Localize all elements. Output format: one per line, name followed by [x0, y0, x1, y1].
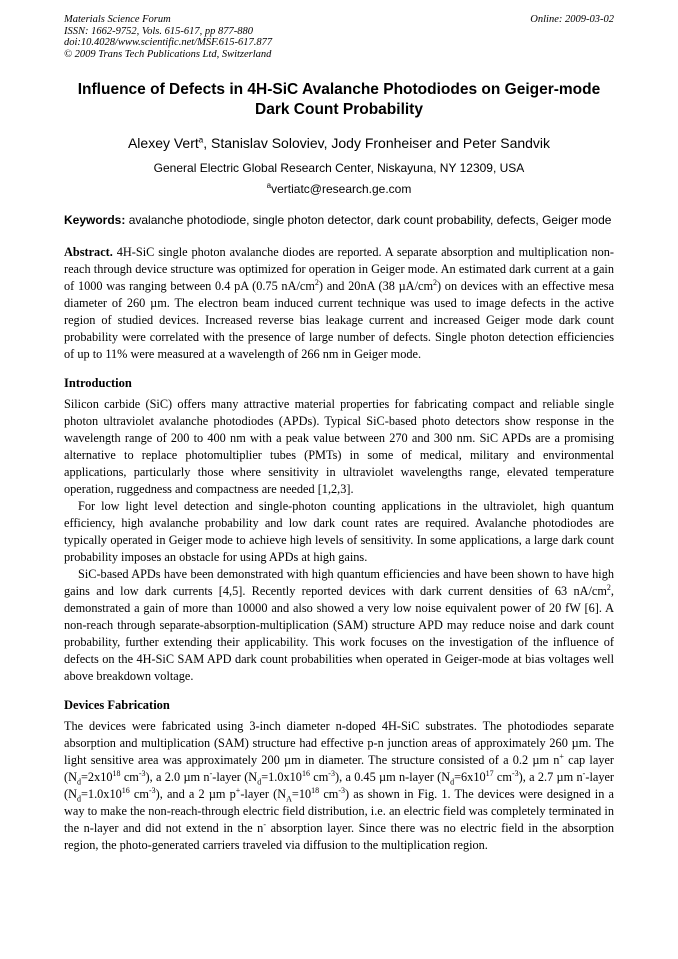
copyright-line: © 2009 Trans Tech Publications Ltd, Switzerland — [64, 48, 272, 60]
devices-text: ), a 0.45 µm n-layer (N — [334, 769, 451, 784]
paper-title: Influence of Defects in 4H-SiC Avalanche Photodiodes on Geiger-mode Dark Count Probability — [77, 81, 601, 118]
abstract — [64, 244, 614, 363]
superscript: -3 — [148, 785, 156, 795]
email-footnote-mark: a — [266, 181, 272, 190]
introduction-heading: Introduction — [64, 375, 132, 390]
superscript: 2 — [314, 277, 319, 287]
intro-text: SiC-based APDs have been demonstrated with high quantum efficiencies and have been shown to have high gains and low dark currents [4,5]. Recently reported devices with dark current densities of 63 nA/cm — [64, 566, 614, 598]
devices-heading: Devices Fabrication — [64, 697, 170, 712]
superscript: 2 — [606, 582, 611, 592]
devices-text: ), a 2.7 µm n — [518, 769, 583, 784]
devices-text: cm — [129, 786, 149, 801]
affiliation: General Electric Global Research Center, Niskayuna, NY 12309, USA — [153, 161, 525, 175]
abstract-text: 4H-SiC single photon avalanche diodes are reported. A separate absorption and multiplication non-reach through device structure was optimized for operation in Geiger mode. An estimated dark current at a gain of 1000 was ranging between 0.4 pA (0.75 nA/cm — [64, 244, 614, 293]
author-footnote-mark: a — [198, 135, 204, 145]
superscript: 16 — [121, 785, 130, 795]
superscript: -3 — [138, 768, 146, 778]
abstract-label: Abstract. — [64, 244, 113, 259]
devices-text: -layer (N — [212, 769, 258, 784]
page — [64, 14, 614, 854]
abstract-text: ) on devices with an effective mesa diameter of 260 µm. The electron beam induced current technique was used to image defects in the active region of studied devices. Increased reverse bias leakage current and increased Geiger mode dark count probability were correlated with the presence of large number of defects. Single photon detection efficiencies of up to 11% were measured at a wavelength of 266 nm in Geiger mode. — [64, 278, 615, 361]
superscript: 18 — [112, 768, 121, 778]
email-line — [64, 182, 614, 197]
superscript: - — [582, 768, 586, 778]
superscript: 18 — [311, 785, 320, 795]
devices-text: cap layer (N — [64, 752, 614, 784]
intro-text: , demonstrated a gain of more than 10000 and also showed a very low noise equivalent power of 20 fW [6]. A non-reach through separate-absorption-multiplication (SAM) structure APD may reduce noise and dark count probability, further extending their applicability. This work focuses on the investigation of the influence of defects on the 4H-SiC SAM APD dark count probabilities when operated in Geiger-mode at bias voltages well above breakdown voltage. — [64, 583, 614, 683]
devices-text: =6x10 — [454, 769, 486, 784]
superscript: - — [263, 819, 266, 829]
devices-text: =10 — [291, 786, 312, 801]
author-list — [64, 134, 614, 152]
devices-text: ), and a 2 µm p — [155, 786, 236, 801]
intro-paragraph-3 — [64, 566, 614, 685]
intro-paragraph-1: Silicon carbide (SiC) offers many attractive material properties for fabricating compact and reliable single photon ultraviolet avalanche photodiodes (APDs). Typical SiC-based photo detectors show response in the wavelength range of 200 to 400 nm with a peak value between 270 and 300 nm. SiC APDs are a promising alternative to replace photomultiplier tubes (PMTs) in some of medical, military and environmental applications, particularly those where sensitivity in ultraviolet wavelengths range, elevated temperature operation, ruggedness and compactness are needed [1,2,3]. — [64, 396, 614, 496]
devices-text: absorption layer. Since there was no electric field in the absorption region, the photo-generated carriers traveled via diffusion to the multiplication region. — [64, 820, 614, 852]
subscript: d — [450, 776, 455, 786]
superscript: 17 — [485, 768, 494, 778]
devices-paragraph — [64, 718, 614, 854]
other-authors: , Stanislav Soloviev, Jody Fronheiser and Peter Sandvik — [203, 135, 551, 151]
journal-header — [64, 14, 614, 64]
keywords-label: Keywords: — [64, 213, 126, 227]
subscript: d — [76, 776, 81, 786]
journal-name: Materials Science Forum — [64, 14, 171, 25]
email-address: vertiatc@research.ge.com — [271, 182, 412, 196]
devices-text: ) as shown in Fig. 1. The devices were designed in a way to make the non-reach-through electric field distribution, i.e. an electric field was completely terminated in the n-layer and did not extend in the n — [64, 786, 614, 835]
first-author: Alexey Vert — [127, 135, 199, 151]
superscript: -3 — [338, 785, 346, 795]
superscript: -3 — [328, 768, 335, 778]
issn-line: ISSN: 1662-9752, Vols. 615-617, pp 877-880 — [64, 25, 253, 37]
devices-text: -layer (N — [64, 769, 615, 801]
doi-line: doi:10.4028/www.scientific.net/MSF.615-617.877 — [64, 37, 273, 49]
keywords-text: avalanche photodiode, single photon detector, dark count probability, defects, Geiger mode — [125, 213, 612, 227]
superscript: - — [209, 768, 213, 778]
superscript: + — [235, 785, 241, 795]
online-date: Online: 2009-03-02 — [530, 14, 614, 25]
devices-text: -layer (N — [240, 786, 287, 801]
subscript: d — [257, 776, 262, 786]
keywords — [64, 213, 614, 229]
superscript: + — [559, 751, 564, 761]
subscript: d — [76, 793, 81, 803]
devices-text: The devices were fabricated using 3-inch diameter n-doped 4H-SiC substrates. The photodiodes separate absorption and multiplication (SAM) structure had effective p-n junction areas of approximately 260 µm. The light sensitive area was approximately 200 µm in diameter. The structure consisted of a 0.2 µm n — [64, 718, 614, 767]
intro-paragraph-2: For low light level detection and single-photon counting applications in the ultraviolet, high quantum efficiency, high avalanche probability and low dark count rates are required. Avalanche photodiodes are typically operated in Geiger mode to achieve high levels of sensitivity. In some applications, a large dark count probability imposes an obstacle for using APDs at high gains. — [64, 498, 614, 564]
subscript: A — [286, 793, 292, 803]
devices-text: cm — [493, 769, 512, 784]
devices-text: cm — [319, 786, 339, 801]
devices-text: =1.0x10 — [80, 786, 122, 801]
superscript: 16 — [301, 768, 310, 778]
devices-text: =1.0x10 — [261, 769, 302, 784]
superscript: -3 — [511, 768, 519, 778]
superscript: 2 — [433, 277, 438, 287]
abstract-text: ) and 20nA (38 µA/cm — [318, 278, 434, 293]
devices-text: cm — [120, 769, 139, 784]
devices-text: ), a 2.0 µm n — [145, 769, 210, 784]
devices-text: =2x10 — [80, 769, 113, 784]
devices-text: cm — [309, 769, 329, 784]
